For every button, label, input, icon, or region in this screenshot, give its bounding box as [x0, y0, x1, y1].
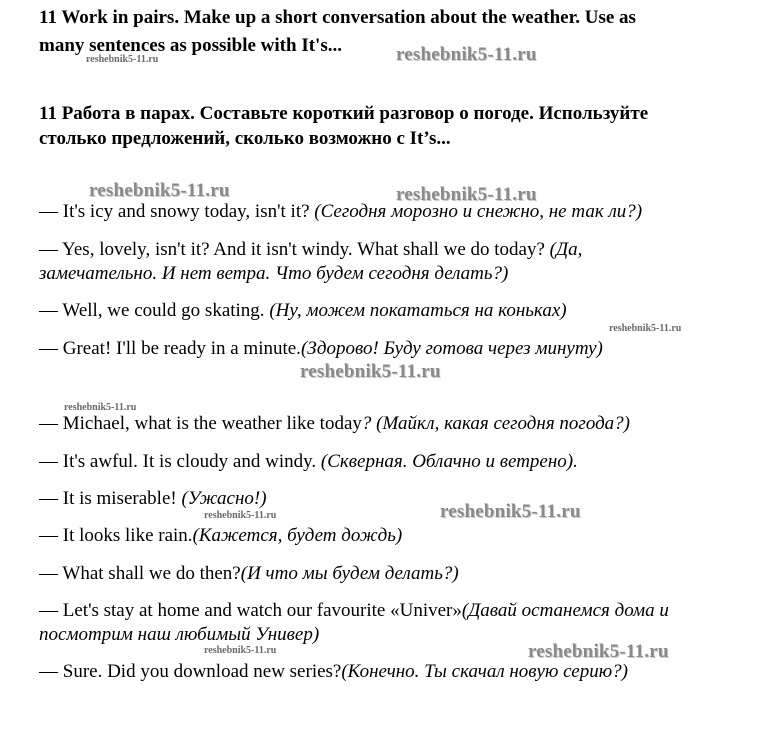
- dialogue-line-2: [39, 238, 582, 262]
- dialogue-en: — Yes, lovely, isn't it? And it isn't windy. What shall we do today?: [39, 239, 545, 260]
- dialogue-ru: (Ужасно!): [181, 488, 267, 509]
- watermark: reshebnik5-11.ru: [300, 361, 441, 382]
- dialogue-ru: (Да,: [549, 239, 583, 260]
- watermark: reshebnik5-11.ru: [440, 501, 581, 522]
- dialogue-en: — What shall we do then?: [39, 563, 241, 584]
- dialogue-line-11: [39, 660, 628, 684]
- dialogue-en: — It looks like rain.: [39, 525, 193, 546]
- dialogue-en: — It's icy and snowy today, isn't it?: [39, 201, 310, 222]
- dialogue-en: — Let's stay at home and watch our favourite «Univer»: [39, 600, 462, 621]
- dialogue-line-10: [39, 599, 669, 623]
- watermark-small: reshebnik5-11.ru: [609, 323, 682, 334]
- dialogue-en: — It's awful. It is cloudy and windy.: [39, 451, 317, 472]
- dialogue-en: — Sure. Did you download new series?: [39, 661, 342, 682]
- watermark-small: reshebnik5-11.ru: [204, 645, 277, 656]
- task-heading-ru-line-1: 11 Работа в парах. Составьте короткий разговор о погоде. Используйте: [39, 103, 649, 124]
- dialogue-ru: (Конечно. Ты скачал новую серию?): [341, 661, 628, 682]
- task-heading-ru-line-2: столько предложений, сколько возможно с It’s...: [39, 128, 451, 149]
- watermark: reshebnik5-11.ru: [528, 641, 669, 662]
- dialogue-ru: (Сегодня морозно и снежно, не так ли?): [314, 201, 643, 222]
- watermark-small: reshebnik5-11.ru: [204, 510, 277, 521]
- dialogue-line-3: [39, 299, 567, 323]
- task-heading-en-line-1: 11 Work in pairs. Make up a short conversation about the weather. Use as: [39, 7, 636, 28]
- watermark-small: reshebnik5-11.ru: [64, 402, 137, 413]
- dialogue-line-1: [39, 200, 642, 224]
- dialogue-line-5: [39, 412, 630, 436]
- dialogue-ru: ? (Майкл, какая сегодня погода?): [361, 413, 631, 434]
- dialogue-line-2-cont: [39, 262, 508, 286]
- dialogue-line-6: [39, 450, 578, 474]
- dialogue-line-8: [39, 524, 402, 548]
- watermark-small: reshebnik5-11.ru: [86, 54, 159, 65]
- dialogue-en: — Well, we could go skating.: [39, 300, 265, 321]
- watermark: reshebnik5-11.ru: [396, 184, 537, 205]
- dialogue-en: — It is miserable!: [39, 488, 177, 509]
- dialogue-en: — Great! I'll be ready in a minute.: [39, 338, 301, 359]
- dialogue-ru: посмотрим наш любимый Универ): [39, 624, 320, 645]
- dialogue-ru: (Давай останемся дома и: [461, 600, 669, 621]
- dialogue-ru: (Кажется, будет дождь): [192, 525, 403, 546]
- dialogue-line-10-cont: [39, 623, 319, 647]
- watermark: reshebnik5-11.ru: [396, 44, 537, 65]
- dialogue-line-9: [39, 562, 459, 586]
- task-heading-en-line-2: many sentences as possible with It's...: [39, 35, 342, 56]
- dialogue-line-4: [39, 337, 603, 361]
- dialogue-en: — Michael, what is the weather like today: [39, 413, 362, 434]
- dialogue-line-7: [39, 487, 267, 511]
- dialogue-ru: (Скверная. Облачно и ветрено).: [320, 451, 578, 472]
- dialogue-ru: (Ну, можем покататься на коньках): [269, 300, 567, 321]
- dialogue-ru: (И что мы будем делать?): [240, 563, 459, 584]
- dialogue-ru: замечательно. И нет ветра. Что будем сегодня делать?): [39, 263, 509, 284]
- dialogue-ru: (Здорово! Буду готова через минуту): [300, 338, 603, 359]
- watermark: reshebnik5-11.ru: [89, 180, 230, 201]
